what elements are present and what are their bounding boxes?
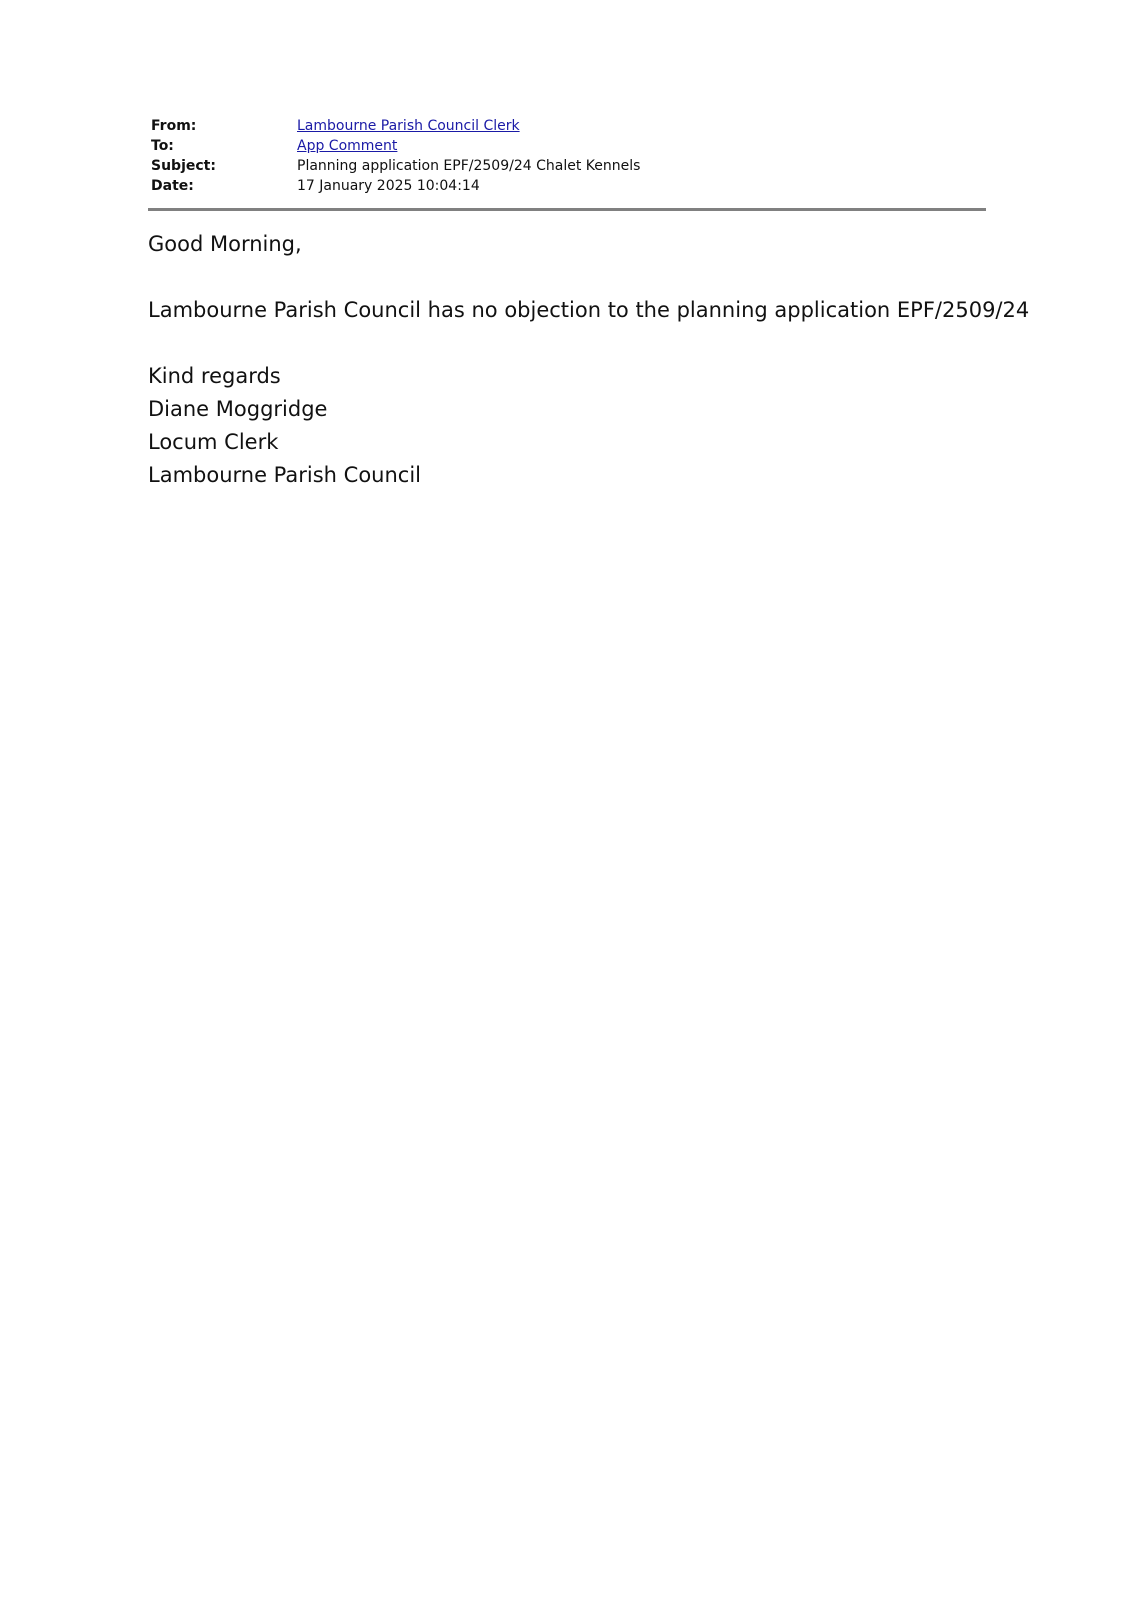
to-value: [297, 136, 991, 156]
from-link[interactable]: Lambourne Parish Council Clerk: [297, 118, 520, 134]
email-body: [148, 228, 1030, 492]
to-row: [151, 136, 991, 156]
to-link[interactable]: App Comment: [297, 138, 398, 154]
message-text: Lambourne Parish Council has no objection to the planning application EPF/2509/24: [148, 298, 1030, 322]
signature-role: Locum Clerk: [148, 430, 279, 454]
subject-value: Planning application EPF/2509/24 Chalet Kennels: [297, 158, 641, 174]
email-header: [151, 116, 991, 196]
subject-row: [151, 156, 991, 176]
to-label: To:: [151, 138, 174, 154]
header-divider: [148, 208, 986, 211]
signature-name: Diane Moggridge: [148, 397, 328, 421]
date-label: Date:: [151, 178, 194, 194]
date-value: 17 January 2025 10:04:14: [297, 178, 480, 194]
from-value: [297, 116, 991, 136]
greeting-text: Good Morning,: [148, 232, 302, 256]
from-label: From:: [151, 118, 197, 134]
signature-organisation: Lambourne Parish Council: [148, 463, 422, 487]
signoff-text: Kind regards: [148, 364, 281, 388]
date-row: [151, 176, 991, 196]
subject-label: Subject:: [151, 158, 216, 174]
from-row: [151, 116, 991, 136]
